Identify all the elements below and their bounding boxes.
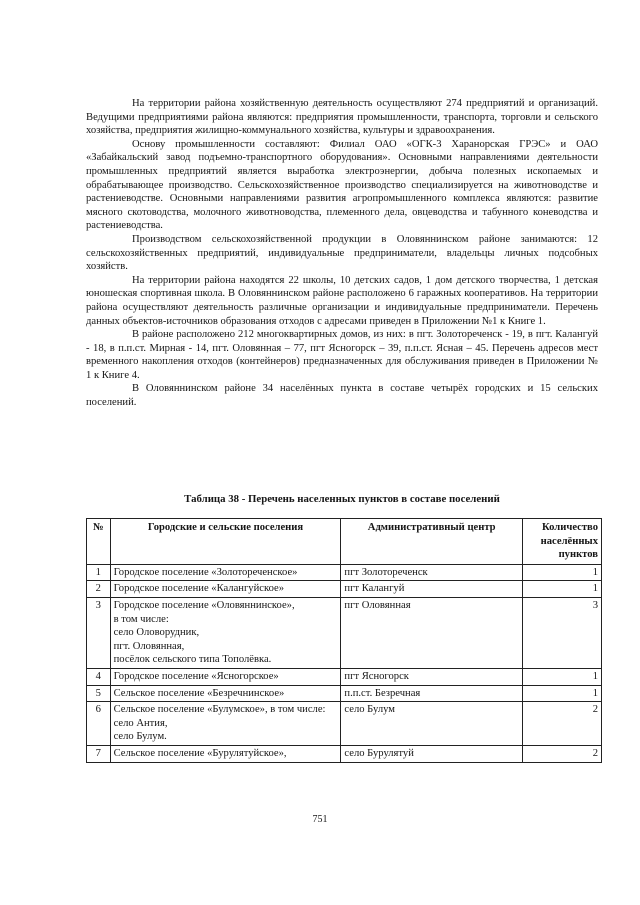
row-num: 4 (87, 668, 111, 685)
settlement-line: село Антия, (113, 717, 168, 729)
row-settlement (110, 581, 341, 598)
settlement-line: в том числе: (113, 613, 169, 625)
row-admin-center: пгт Калангуй (341, 581, 523, 598)
row-admin-center: село Бурулятуй (341, 745, 523, 762)
row-count: 3 (522, 597, 601, 668)
settlement-line: Городское поселение «Калангуйское» (113, 583, 285, 595)
header-center: Административный центр (341, 519, 523, 565)
table-caption: Таблица 38 - Перечень населенных пунктов в составе поселений (184, 493, 500, 505)
table-row (87, 564, 602, 581)
row-admin-center: пгт Ясногорск (341, 668, 523, 685)
row-admin-center: село Булум (341, 702, 523, 746)
row-num: 5 (87, 685, 111, 702)
table-row (87, 581, 602, 598)
settlement-line: Сельское поселение «Булумское», в том числе: (113, 704, 326, 716)
table-row (87, 745, 602, 762)
body-text (86, 97, 598, 410)
row-num: 1 (87, 564, 111, 581)
row-settlement (110, 564, 341, 581)
row-count: 1 (522, 668, 601, 685)
settlement-line: Сельское поселение «Бурулятуйское», (113, 747, 287, 759)
row-count: 2 (522, 745, 601, 762)
page-number: 751 (312, 814, 328, 825)
settlement-line: Городское поселение «Ясногорское» (113, 670, 279, 682)
settlement-line: Сельское поселение «Безречнинское» (113, 687, 285, 699)
settlement-line: село Оловорудник, (113, 627, 200, 639)
paragraph-agriculture: Производством сельскохозяйственной продукции в Оловяннинском районе занимаются: 12 сельскохозяйственных предприятий, индивидуальные предприниматели, владельцы личных подсобных хозяйств. (86, 233, 598, 273)
row-settlement (110, 685, 341, 702)
row-settlement (110, 702, 341, 746)
header-count: Количество населённых пунктов (522, 519, 601, 565)
settlement-line: Городское поселение «Оловяннинское», (113, 599, 295, 611)
paragraph-industry: Основу промышленности составляют: Филиал ОАО «ОГК-3 Харанорская ГРЭС» и ОАО «Забайкальский завод подъемно-транспортного оборудования». Основными направлениями деятельности промышленных предприятий является выработка электроэнергии, добыча полезных ископаемых и обрабатывающее производство. Сельскохозяйственное производство специализируется на животноводстве и растениеводстве. Основными направлениями развития агропромышленного комплекса являются: развитие мясного скотоводства, молочного животноводства, племенного дела, овцеводства и табунного коневодства и растениеводства. (86, 138, 598, 232)
row-num: 3 (87, 597, 111, 668)
table-row (87, 597, 602, 668)
table-header-row (87, 519, 602, 565)
row-settlement (110, 597, 341, 668)
paragraph-apartment-houses: В районе расположено 212 многоквартирных домов, из них: в пгт. Золотореченск - 19, в пгт. Калангуй - 18, в п.п.ст. Мирная - 14, пгт. Оловянная – 77, пгт Ясногорск – 39, п.п.ст. Ясная – 45. Перечень адресов мест временного накопления отходов (контейнеров) предназначенных для обслуживания приведен в Приложении № 1 к Книге 4. (86, 329, 598, 381)
row-num: 6 (87, 702, 111, 746)
table-body (87, 564, 602, 762)
row-num: 7 (87, 745, 111, 762)
table-row (87, 685, 602, 702)
settlement-line: посёлок сельского типа Тополёвка. (113, 654, 272, 666)
row-admin-center: пгт Оловянная (341, 597, 523, 668)
paragraph-social-objects: На территории района находятся 22 школы, 10 детских садов, 1 дом детского творчества, 1 детская юношеская спортивная школа. В Оловяннинском районе расположено 6 гаражных кооперативов. На территории района осуществляют деятельность различные организации и индивидуальные предприниматели. Перечень данных объектов-источников образования отходов с адресами приведен в Приложении №1 к Книге 1. (86, 274, 598, 327)
paragraph-settlements: В Оловяннинском районе 34 населённых пункта в составе четырёх городских и 15 сельских поселений. (86, 383, 598, 409)
settlement-line: пгт. Оловянная, (113, 640, 185, 652)
row-admin-center: п.п.ст. Безречная (341, 685, 523, 702)
row-count: 1 (522, 564, 601, 581)
row-admin-center: пгт Золотореченск (341, 564, 523, 581)
paragraph-enterprises: На территории района хозяйственную деятельность осуществляют 274 предприятий и организаций. Ведущими предприятиями района являются: предприятия промышленности, транспорта, торговли и сельского хозяйства, предприятия жилищно-коммунального хозяйства, культуры и здравоохранения. (86, 98, 598, 137)
settlement-line: село Булум. (113, 731, 167, 743)
row-count: 2 (522, 702, 601, 746)
table-row (87, 702, 602, 746)
row-count: 1 (522, 685, 601, 702)
row-settlement (110, 668, 341, 685)
settlements-table (86, 518, 602, 763)
row-settlement (110, 745, 341, 762)
row-count: 1 (522, 581, 601, 598)
header-settlement: Городские и сельские поселения (110, 519, 341, 565)
row-num: 2 (87, 581, 111, 598)
settlement-line: Городское поселение «Золотореченское» (113, 566, 298, 578)
table-row (87, 668, 602, 685)
header-num: № (87, 519, 111, 565)
